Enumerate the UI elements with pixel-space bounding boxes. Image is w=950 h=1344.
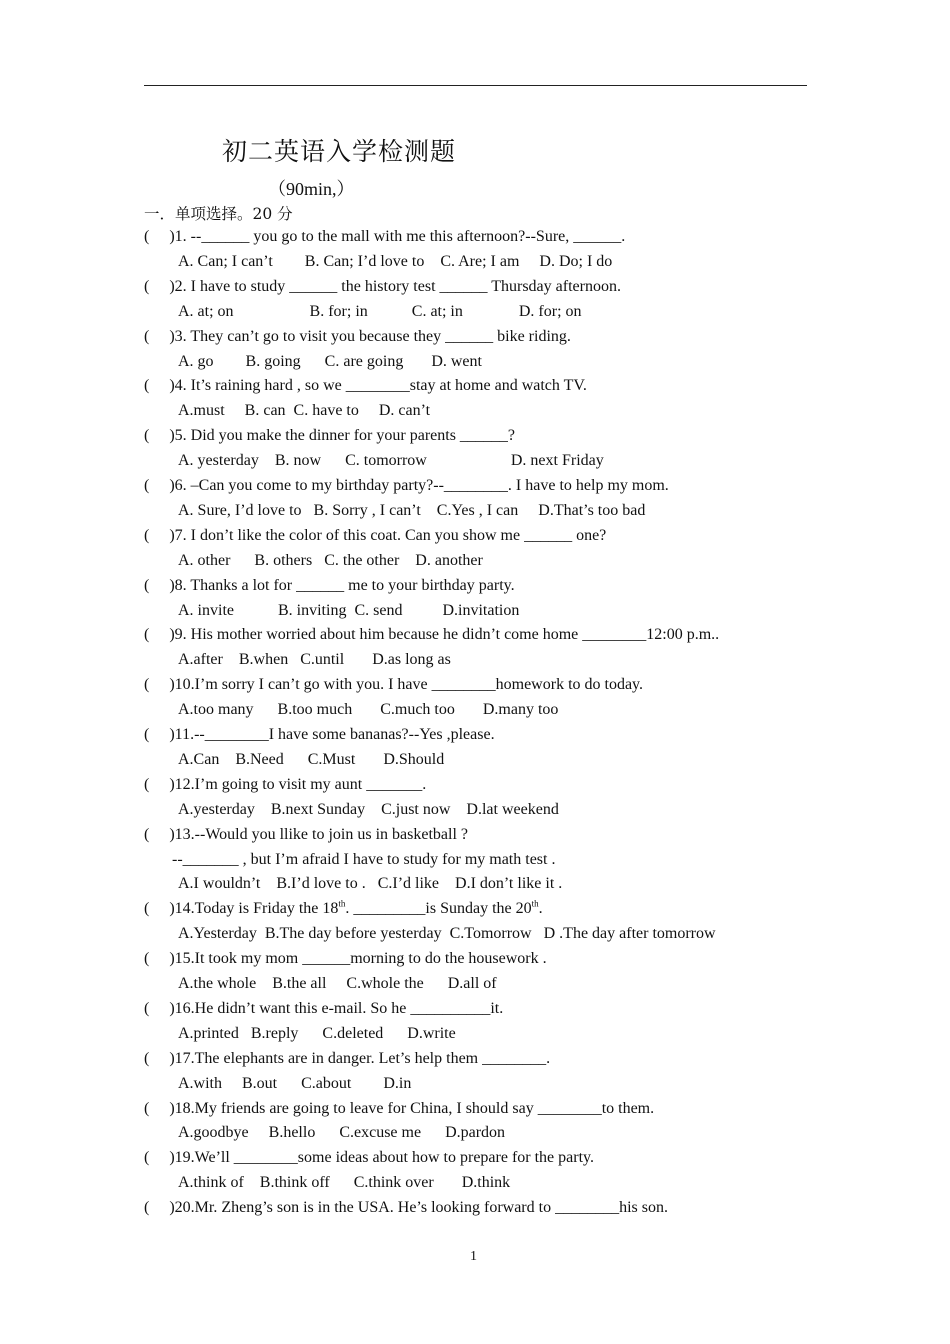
question-line: ( )4. It’s raining hard , so we ________stay at home and watch TV. bbox=[144, 377, 587, 395]
answer-options: A.with B.out C.about D.in bbox=[178, 1074, 412, 1092]
question-line: ( )5. Did you make the dinner for your parents ______? bbox=[144, 427, 516, 445]
ordinal-suffix: th bbox=[531, 898, 539, 909]
answer-options: A.think of B.think off C.think over D.think bbox=[178, 1174, 511, 1192]
question-line: ( )17.The elephants are in danger. Let’s help them ________. bbox=[144, 1049, 551, 1067]
answer-options: A.the whole B.the all C.whole the D.all of bbox=[178, 975, 497, 992]
answer-options: A. Sure, I’d love to B. Sorry , I can’t C.Yes , I can D.That’s too bad bbox=[178, 501, 646, 519]
answer-options: A.Yesterday B.The day before yesterday C.Tomorrow D .The day after tomorrow bbox=[178, 925, 716, 943]
question-line: ( )16.He didn’t want this e-mail. So he __________it. bbox=[144, 999, 504, 1017]
page-title: 初二英语入学检测题 bbox=[222, 137, 457, 166]
question-line: ( )12.I’m going to visit my aunt _______. bbox=[144, 775, 427, 793]
question-text: . _________is Sunday the 20 bbox=[345, 900, 532, 918]
answer-options: A. yesterday B. now C. tomorrow D. next Friday bbox=[178, 452, 604, 470]
page-subtitle: （90min,） bbox=[268, 179, 355, 199]
page-number: 1 bbox=[470, 1249, 477, 1264]
question-line: ( )10.I’m sorry I can’t go with you. I have ________homework to do today. bbox=[144, 676, 644, 694]
section-heading: 一．单项选择。20 分 bbox=[144, 205, 293, 223]
question-line: ( )6. –Can you come to my birthday party?--________. I have to help my mom. bbox=[144, 477, 669, 494]
question-line: ( )7. I don’t like the color of this coat. Can you show me ______ one? bbox=[144, 526, 607, 544]
question-line: ( )11.--________I have some bananas?--Yes ,please. bbox=[144, 726, 495, 743]
answer-options: A.yesterday B.next Sunday C.just now D.lat weekend bbox=[178, 800, 559, 818]
question-continuation: --_______ , but I’m afraid I have to study for my math test . bbox=[172, 850, 556, 868]
answer-options: A.after B.when C.until D.as long as bbox=[178, 651, 451, 669]
question-line bbox=[144, 899, 543, 919]
answer-options: A.Can B.Need C.Must D.Should bbox=[178, 750, 445, 768]
question-line: ( )9. His mother worried about him because he didn’t come home ________12:00 p.m.. bbox=[144, 626, 720, 644]
answer-options: A. invite B. inviting C. send D.invitation bbox=[178, 601, 520, 619]
question-line: ( )1. --______ you go to the mall with me this afternoon?--Sure, ______. bbox=[144, 228, 626, 245]
question-text: ( )14.Today is Friday the 18 bbox=[144, 900, 339, 918]
question-line: ( )8. Thanks a lot for ______ me to your birthday party. bbox=[144, 576, 515, 594]
question-line: ( )2. I have to study ______ the history test ______ Thursday afternoon. bbox=[144, 277, 621, 295]
question-text: . bbox=[538, 900, 543, 918]
question-line: ( )3. They can’t go to visit you because they ______ bike riding. bbox=[144, 327, 571, 345]
question-line: ( )20.Mr. Zheng’s son is in the USA. He’s looking forward to ________his son. bbox=[144, 1199, 668, 1217]
question-line: ( )18.My friends are going to leave for China, I should say ________to them. bbox=[144, 1099, 655, 1117]
answer-options: A. go B. going C. are going D. went bbox=[178, 352, 482, 370]
ordinal-suffix: th bbox=[338, 898, 346, 909]
header-rule bbox=[144, 85, 807, 86]
answer-options: A.I wouldn’t B.I’d love to . C.I’d like D.I don’t like it . bbox=[178, 875, 563, 893]
answer-options: A.printed B.reply C.deleted D.write bbox=[178, 1024, 456, 1042]
answer-options: A.too many B.too much C.much too D.many too bbox=[178, 701, 559, 719]
answer-options: A. other B. others C. the other D. another bbox=[178, 551, 483, 569]
question-line: ( )19.We’ll ________some ideas about how to prepare for the party. bbox=[144, 1149, 594, 1167]
answer-options: A. Can; I can’t B. Can; I’d love to C. Are; I am D. Do; I do bbox=[178, 252, 613, 270]
answer-options: A. at; on B. for; in C. at; in D. for; on bbox=[178, 302, 582, 320]
answer-options: A.goodbye B.hello C.excuse me D.pardon bbox=[178, 1124, 506, 1142]
answer-options: A.must B. can C. have to D. can’t bbox=[178, 402, 431, 420]
question-line: ( )13.--Would you llike to join us in basketball ? bbox=[144, 825, 468, 843]
question-line: ( )15.It took my mom ______morning to do the housework . bbox=[144, 950, 547, 968]
